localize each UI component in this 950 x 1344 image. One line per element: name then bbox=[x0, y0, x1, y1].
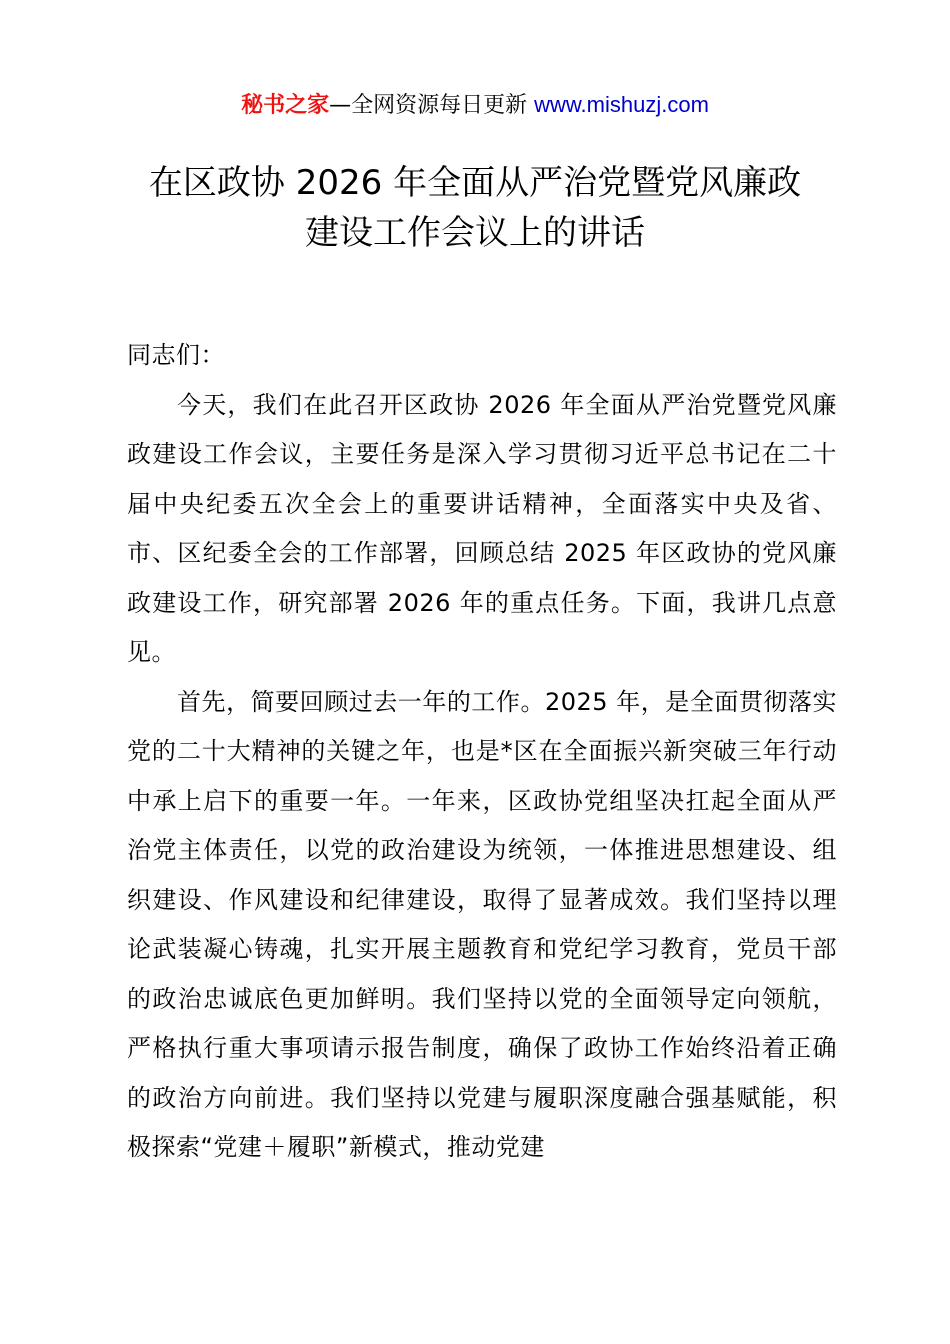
document-body bbox=[127, 331, 837, 1173]
document-title-line-1: 在区政协 2026 年全面从严治党暨党风廉政 bbox=[148, 163, 802, 203]
salutation: 同志们： bbox=[127, 341, 225, 369]
site-header-banner bbox=[0, 88, 950, 123]
document-title-line-2: 建设工作会议上的讲话 bbox=[305, 213, 645, 253]
site-tagline: —全网资源每日更新 bbox=[329, 93, 535, 118]
paragraph-2: 首先，简要回顾过去一年的工作。2025 年，是全面贯彻落实党的二十大精神的关键之年，也是*区在全面振兴新突破三年行动中承上启下的重要一年。一年来，区政协党组坚决扛起全面从严治党主体责任，以党的政治建设为统领，一体推进思想建设、组织建设、作风建设和纪律建设，取得了显著成效。我们坚持以理论武装凝心铸魂，扎实开展主题教育和党纪学习教育，党员干部的政治忠诚底色更加鲜明。我们坚持以党的全面领导定向领航，严格执行重大事项请示报告制度，确保了政协工作始终沿着正确的政治方向前进。我们坚持以党建与履职深度融合强基赋能，积极探索“党建＋履职”新模式，推动党建 bbox=[127, 687, 837, 1161]
paragraph-1: 今天，我们在此召开区政协 2026 年全面从严治党暨党风廉政建设工作会议，主要任务是深入学习贯彻习近平总书记在二十届中央纪委五次全会上的重要讲话精神，全面落实中央及省、市、区纪委全会的工作部署，回顾总结 2025 年区政协的党风廉政建设工作，研究部署 2026 年的重点任务。下面，我讲几点意见。 bbox=[127, 390, 837, 666]
site-brand-name: 秘书之家 bbox=[241, 93, 330, 118]
document-title bbox=[0, 158, 950, 258]
site-url-link[interactable]: www.mishuzj.com bbox=[534, 92, 709, 117]
